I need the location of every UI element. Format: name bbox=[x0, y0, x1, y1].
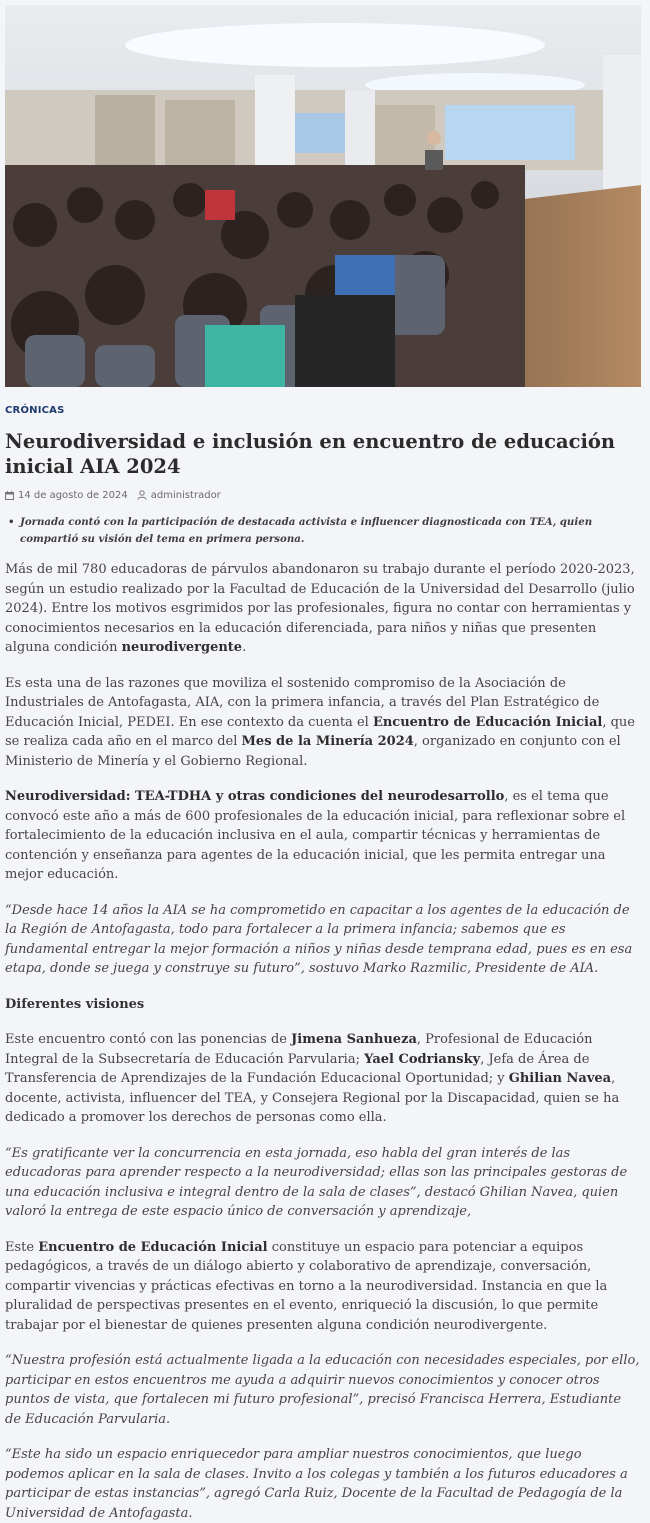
paragraph-1 bbox=[5, 560, 641, 658]
p4-text: Este encuentro contó con las ponencias de bbox=[5, 1032, 292, 1047]
p3-text: , es el tema que convocó este año a más de 600 profesionales de la educación inicial, para reflexionar sobre el fortalecimiento de la educación inclusiva en el aula, compartir técnicas y herramientas de contención y enseñanza para agentes de la educación inicial, que les permita entregar una mejor educación. bbox=[5, 789, 626, 882]
p2-text: Es esta una de las razones que moviliza el sostenido compromiso de la Asociación de Industriales de Antofagasta, AIA, con la primera infancia, a través del Plan Estratégico de Educación Inicial, PEDEI. En ese contexto da cuenta el bbox=[5, 675, 600, 730]
p5-bold: Encuentro de Educación Inicial bbox=[38, 1239, 268, 1255]
p4-bold-2: Yael Codriansky bbox=[364, 1051, 481, 1067]
post-date-text: 14 de agosto de 2024 bbox=[18, 489, 128, 501]
p2-end: , organizado en conjunto con el Ministerio de Minería y el Gobierno Regional. bbox=[5, 734, 621, 769]
article-meta bbox=[5, 488, 230, 502]
paragraph-4 bbox=[5, 1030, 641, 1128]
quote-1: “Desde hace 14 años la AIA se ha comprometido en capacitar a los agentes de la educación de la Región de Antofagasta, todo para fortalecer a la primera infancia; sabemos que es fundamental entregar la mejor formación a niños y niñas desde temprana edad, pues es en esa etapa, donde se juega y construye su futuro”, sostuvo Marko Razmilic, Presidente de AIA. bbox=[5, 902, 633, 976]
post-author[interactable] bbox=[137, 490, 221, 501]
p4-end: , docente, activista, influencer del TEA, y Consejera Regional por la Discapacidad, quien se ha dedicado a promover los derechos de personas como ella. bbox=[5, 1071, 620, 1125]
category-label[interactable]: CRÓNICAS bbox=[5, 405, 65, 416]
p2-text-2: , que se realiza cada año en el marco del bbox=[5, 714, 635, 749]
hero-photo bbox=[5, 5, 641, 387]
p4-bold-1: Jimena Sanhueza bbox=[291, 1032, 417, 1047]
p1-bold: neurodivergente bbox=[121, 640, 243, 655]
quote-4: “Este ha sido un espacio enriquecedor para ampliar nuestros conocimientos, que luego podemos aplicar en la sala de clases. Invito a los colegas y también a los futuros educadores a participar de estas instancias”, agregó Carla Ruiz, Docente de la Facultad de Pedagogía de la Universidad de Antofagasta. bbox=[5, 1447, 628, 1521]
quote-2: “Es gratificante ver la concurrencia en esta jornada, eso habla del gran interés de las educadoras para aprender respecto a la neurodiversidad; ellas son las principales gestoras de una educación inclusiva e integral dentro de la sala de clases”, destacó Ghilian Navea, quien valoró la entrega de este espacio único de conversación y aprendizaje, bbox=[5, 1145, 628, 1219]
article-summary bbox=[8, 514, 644, 548]
p1-text: Más de mil 780 educadoras de párvulos abandonaron su trabajo durante el período 2020-2023, según un estudio realizado por la Facultad de Educación de la Universidad del Desarrollo (julio 2024). Entre los motivos esgrimidos por las profesionales, figura no contar con herramientas y conocimientos necesarios en la educación diferenciada, para niños y niñas que presenten alguna condición bbox=[5, 562, 635, 655]
p4-text-3: , Jefa de Área de Transferencia de Aprendizajes de la Fundación Educacional Oportunidad; y bbox=[5, 1051, 590, 1086]
p3-bold: Neurodiversidad: TEA-TDHA y otras condiciones del neurodesarrollo bbox=[5, 789, 505, 804]
post-date[interactable] bbox=[5, 490, 128, 501]
user-icon bbox=[137, 490, 147, 500]
p2-bold-2: Mes de la Minería 2024 bbox=[241, 734, 414, 749]
article-body bbox=[5, 560, 641, 1523]
paragraph-2 bbox=[5, 674, 641, 772]
p1-end: . bbox=[242, 640, 247, 655]
bullet-icon: • bbox=[8, 516, 15, 528]
p2-bold-1: Encuentro de Educación Inicial bbox=[372, 714, 603, 730]
post-author-text: administrador bbox=[150, 489, 221, 501]
quote-3: “Nuestra profesión está actualmente ligada a la educación con necesidades especiales, por ello, participar en estos encuentros me ayuda a adquirir nuevos conocimientos y conocer otros puntos de vista, que fortalecen mi futuro profesional”, precisó Francisca Herrera, Estudiante de Educación Parvularia. bbox=[5, 1353, 640, 1427]
paragraph-3 bbox=[5, 787, 641, 885]
article-title: Neurodiversidad e inclusión en encuentro de educación inicial AIA 2024 bbox=[5, 430, 616, 478]
p5-end: constituye un espacio para potenciar a equipos pedagógicos, a través de un diálogo abierto y colaborativo de aprendizaje, conversación, compartir vivencias y prácticas efectivas en torno a la neurodiversidad. Instancia en que la pluralidad de perspectivas presentes en el evento, enriqueció la discusión, lo que permite trabajar por el bienestar de quienes presenten alguna condición neurodivergente. bbox=[5, 1239, 608, 1333]
summary-text: Jornada contó con la participación de destacada activista e influencer diagnosticada con TEA, quien compartió su visión del tema en primera persona. bbox=[20, 516, 593, 545]
p4-text-2: , Profesional de Educación Integral de la Subsecretaría de Educación Parvularia; bbox=[5, 1032, 593, 1067]
section-heading: Diferentes visiones bbox=[5, 996, 145, 1012]
paragraph-5 bbox=[5, 1238, 641, 1336]
p4-bold-3: Ghilian Navea bbox=[508, 1071, 612, 1086]
calendar-icon bbox=[5, 491, 14, 500]
p5-text: Este bbox=[5, 1239, 39, 1255]
